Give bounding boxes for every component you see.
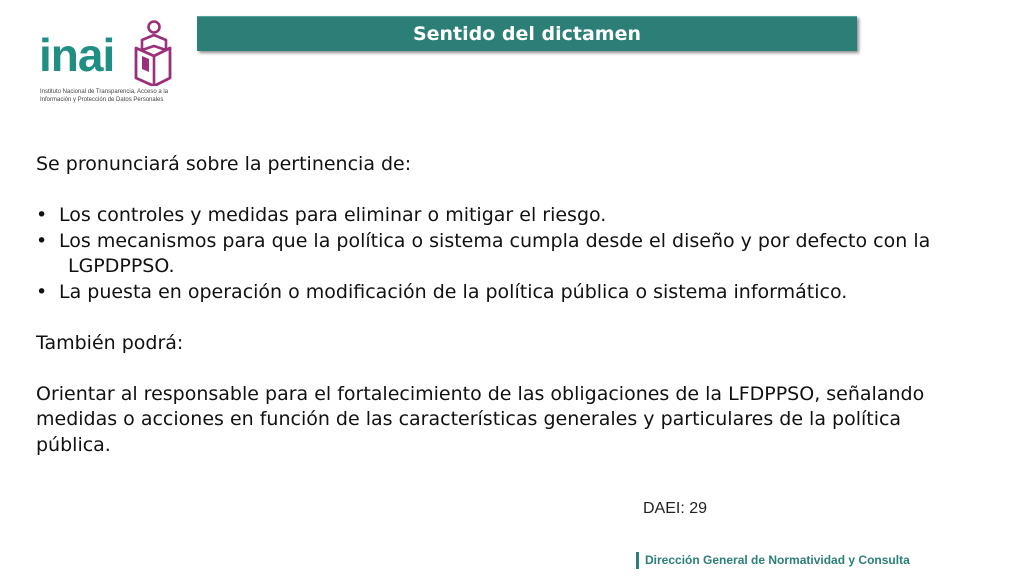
- bullet-list: [36, 203, 976, 305]
- body-text: [36, 152, 976, 458]
- logo-wordmark: inai: [39, 29, 115, 81]
- inai-logo: [36, 18, 186, 108]
- list-item: • La puesta en operación o modificación de la política pública o sistema informático.: [36, 280, 976, 306]
- list-item-continuation: LGPDPPSO.: [68, 255, 175, 277]
- intro-line: Se pronunciará sobre la pertinencia de:: [36, 153, 412, 175]
- reference-code: DAEI: 29: [643, 500, 708, 517]
- list-item: • Los mecanismos para que la política o sistema cumpla desde el diseño y por defecto con la LGPDPPSO.: [36, 229, 976, 280]
- paragraph-line: pública.: [36, 433, 111, 456]
- paragraph-line: Orientar al responsable para el fortalecimiento de las obligaciones de la LFDPPSO, señalando: [36, 382, 925, 405]
- title-bar: [197, 16, 857, 51]
- logo-caption: Instituto Nacional de Transparencia, Acceso a la Información y Protección de Datos Personales: [40, 89, 169, 103]
- footer-text: Dirección General de Normatividad y Consulta: [645, 553, 910, 567]
- page-title: Sentido del dictamen: [412, 23, 642, 45]
- footer: [636, 551, 910, 569]
- footer-divider: [636, 552, 639, 569]
- person-reading-book-icon: [132, 20, 174, 86]
- paragraph-line: medidas o acciones en función de las características generales y particulares de la política: [36, 408, 902, 430]
- list-item: • Los controles y medidas para eliminar o mitigar el riesgo.: [36, 203, 976, 229]
- also-line: También podrá:: [36, 331, 184, 354]
